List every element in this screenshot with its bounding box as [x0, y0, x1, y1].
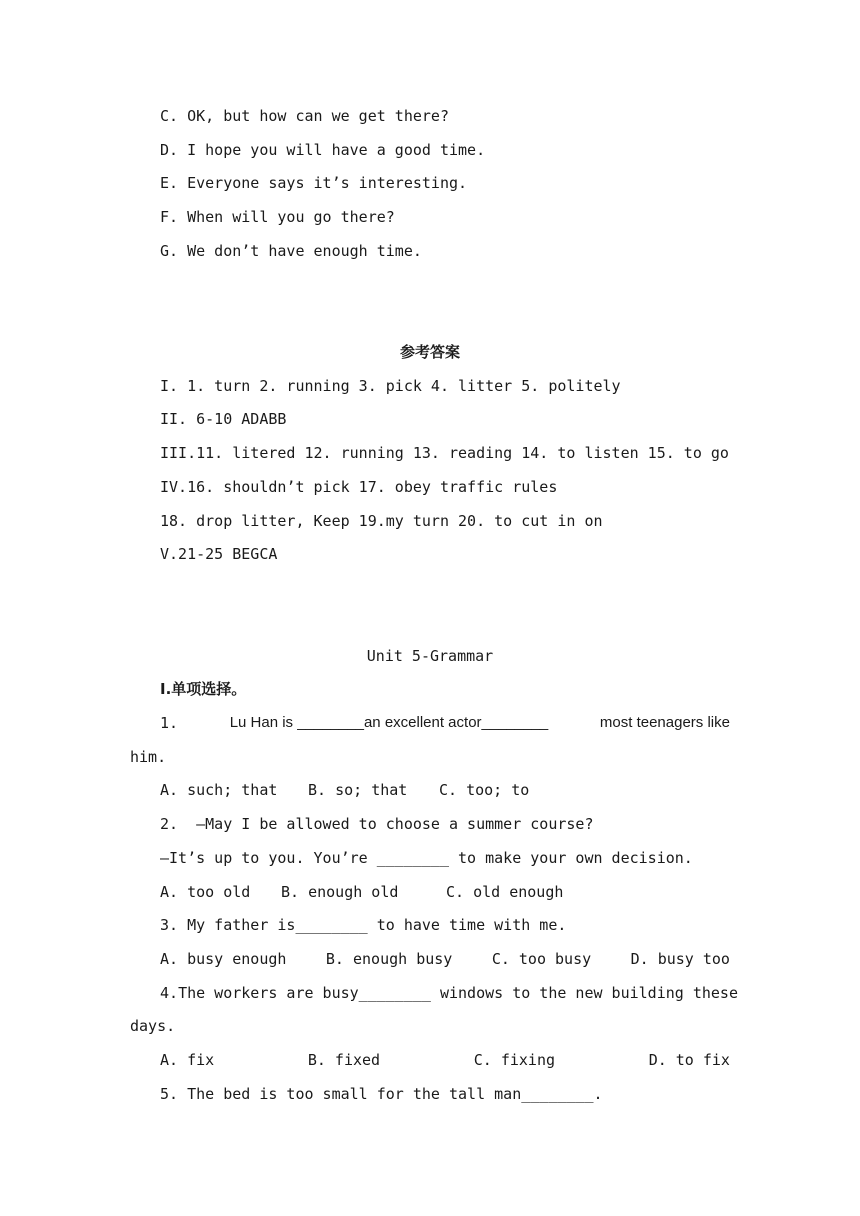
question-text: Lu Han is ________an excellent actor________: [229, 714, 549, 731]
option-d: D. busy too: [630, 950, 730, 968]
question-4: [160, 983, 738, 1003]
answers-line-4: IV.16. shouldn’t pick 17. obey traffic rules: [160, 478, 558, 496]
option-a: A. too old: [160, 883, 251, 901]
option-g: G. We don’t have enough time.: [160, 242, 422, 260]
option-a: A. fix: [160, 1051, 215, 1069]
question-1-options: [160, 780, 529, 800]
question-2-reply: —It’s up to you. You’re ________ to make your own decision.: [160, 849, 693, 867]
option-c: C. too; to: [439, 781, 530, 799]
answers-line-2: II. 6-10 ADABB: [160, 410, 287, 428]
option-f: F. When will you go there?: [160, 208, 395, 226]
option-c: C. old enough: [446, 883, 564, 901]
unit-title: Unit 5-Grammar: [366, 647, 494, 665]
question-text: The workers are busy________ windows to the new building these: [178, 984, 738, 1002]
option-b: B. so; that: [308, 781, 408, 799]
answers-line-3: III.11. litered 12. running 13. reading 14. to listen 15. to go: [160, 444, 729, 462]
option-a: A. busy enough: [160, 950, 287, 968]
answers-title: 参考答案: [399, 343, 460, 361]
question-3: 3. My father is________ to have time with me.: [160, 916, 567, 934]
option-b: B. enough old: [281, 883, 399, 901]
question-1-continued: him.: [130, 748, 167, 766]
option-b: B. enough busy: [325, 950, 453, 968]
option-d: D. I hope you will have a good time.: [160, 141, 486, 159]
question-3-options: [160, 949, 730, 969]
question-1: [160, 713, 730, 733]
question-text-end: most teenagers like: [599, 714, 730, 731]
option-c: C. too busy: [491, 950, 592, 968]
answers-line-5: 18. drop litter, Keep 19.my turn 20. to cut in on: [160, 512, 603, 530]
question-2: 2. —May I be allowed to choose a summer course?: [160, 815, 594, 833]
question-number: 1.: [160, 714, 179, 732]
option-c: C. fixing: [473, 1051, 556, 1069]
option-c: C. OK, but how can we get there?: [160, 107, 449, 125]
option-a: A. such; that: [160, 781, 278, 799]
answers-line-1: I. 1. turn 2. running 3. pick 4. litter 5. politely: [160, 377, 621, 395]
answers-line-6: V.21-25 BEGCA: [160, 545, 278, 563]
option-d: D. to fix: [648, 1051, 730, 1069]
question-4-options: [160, 1050, 730, 1070]
option-b: B. fixed: [307, 1051, 381, 1069]
question-4-continued: days.: [130, 1017, 176, 1035]
question-number: 4.: [160, 984, 179, 1002]
option-e: E. Everyone says it’s interesting.: [160, 174, 468, 192]
question-2-options: [160, 882, 563, 902]
section-heading: Ⅰ.单项选择。: [160, 680, 247, 698]
question-5: 5. The bed is too small for the tall man________.: [160, 1085, 603, 1103]
